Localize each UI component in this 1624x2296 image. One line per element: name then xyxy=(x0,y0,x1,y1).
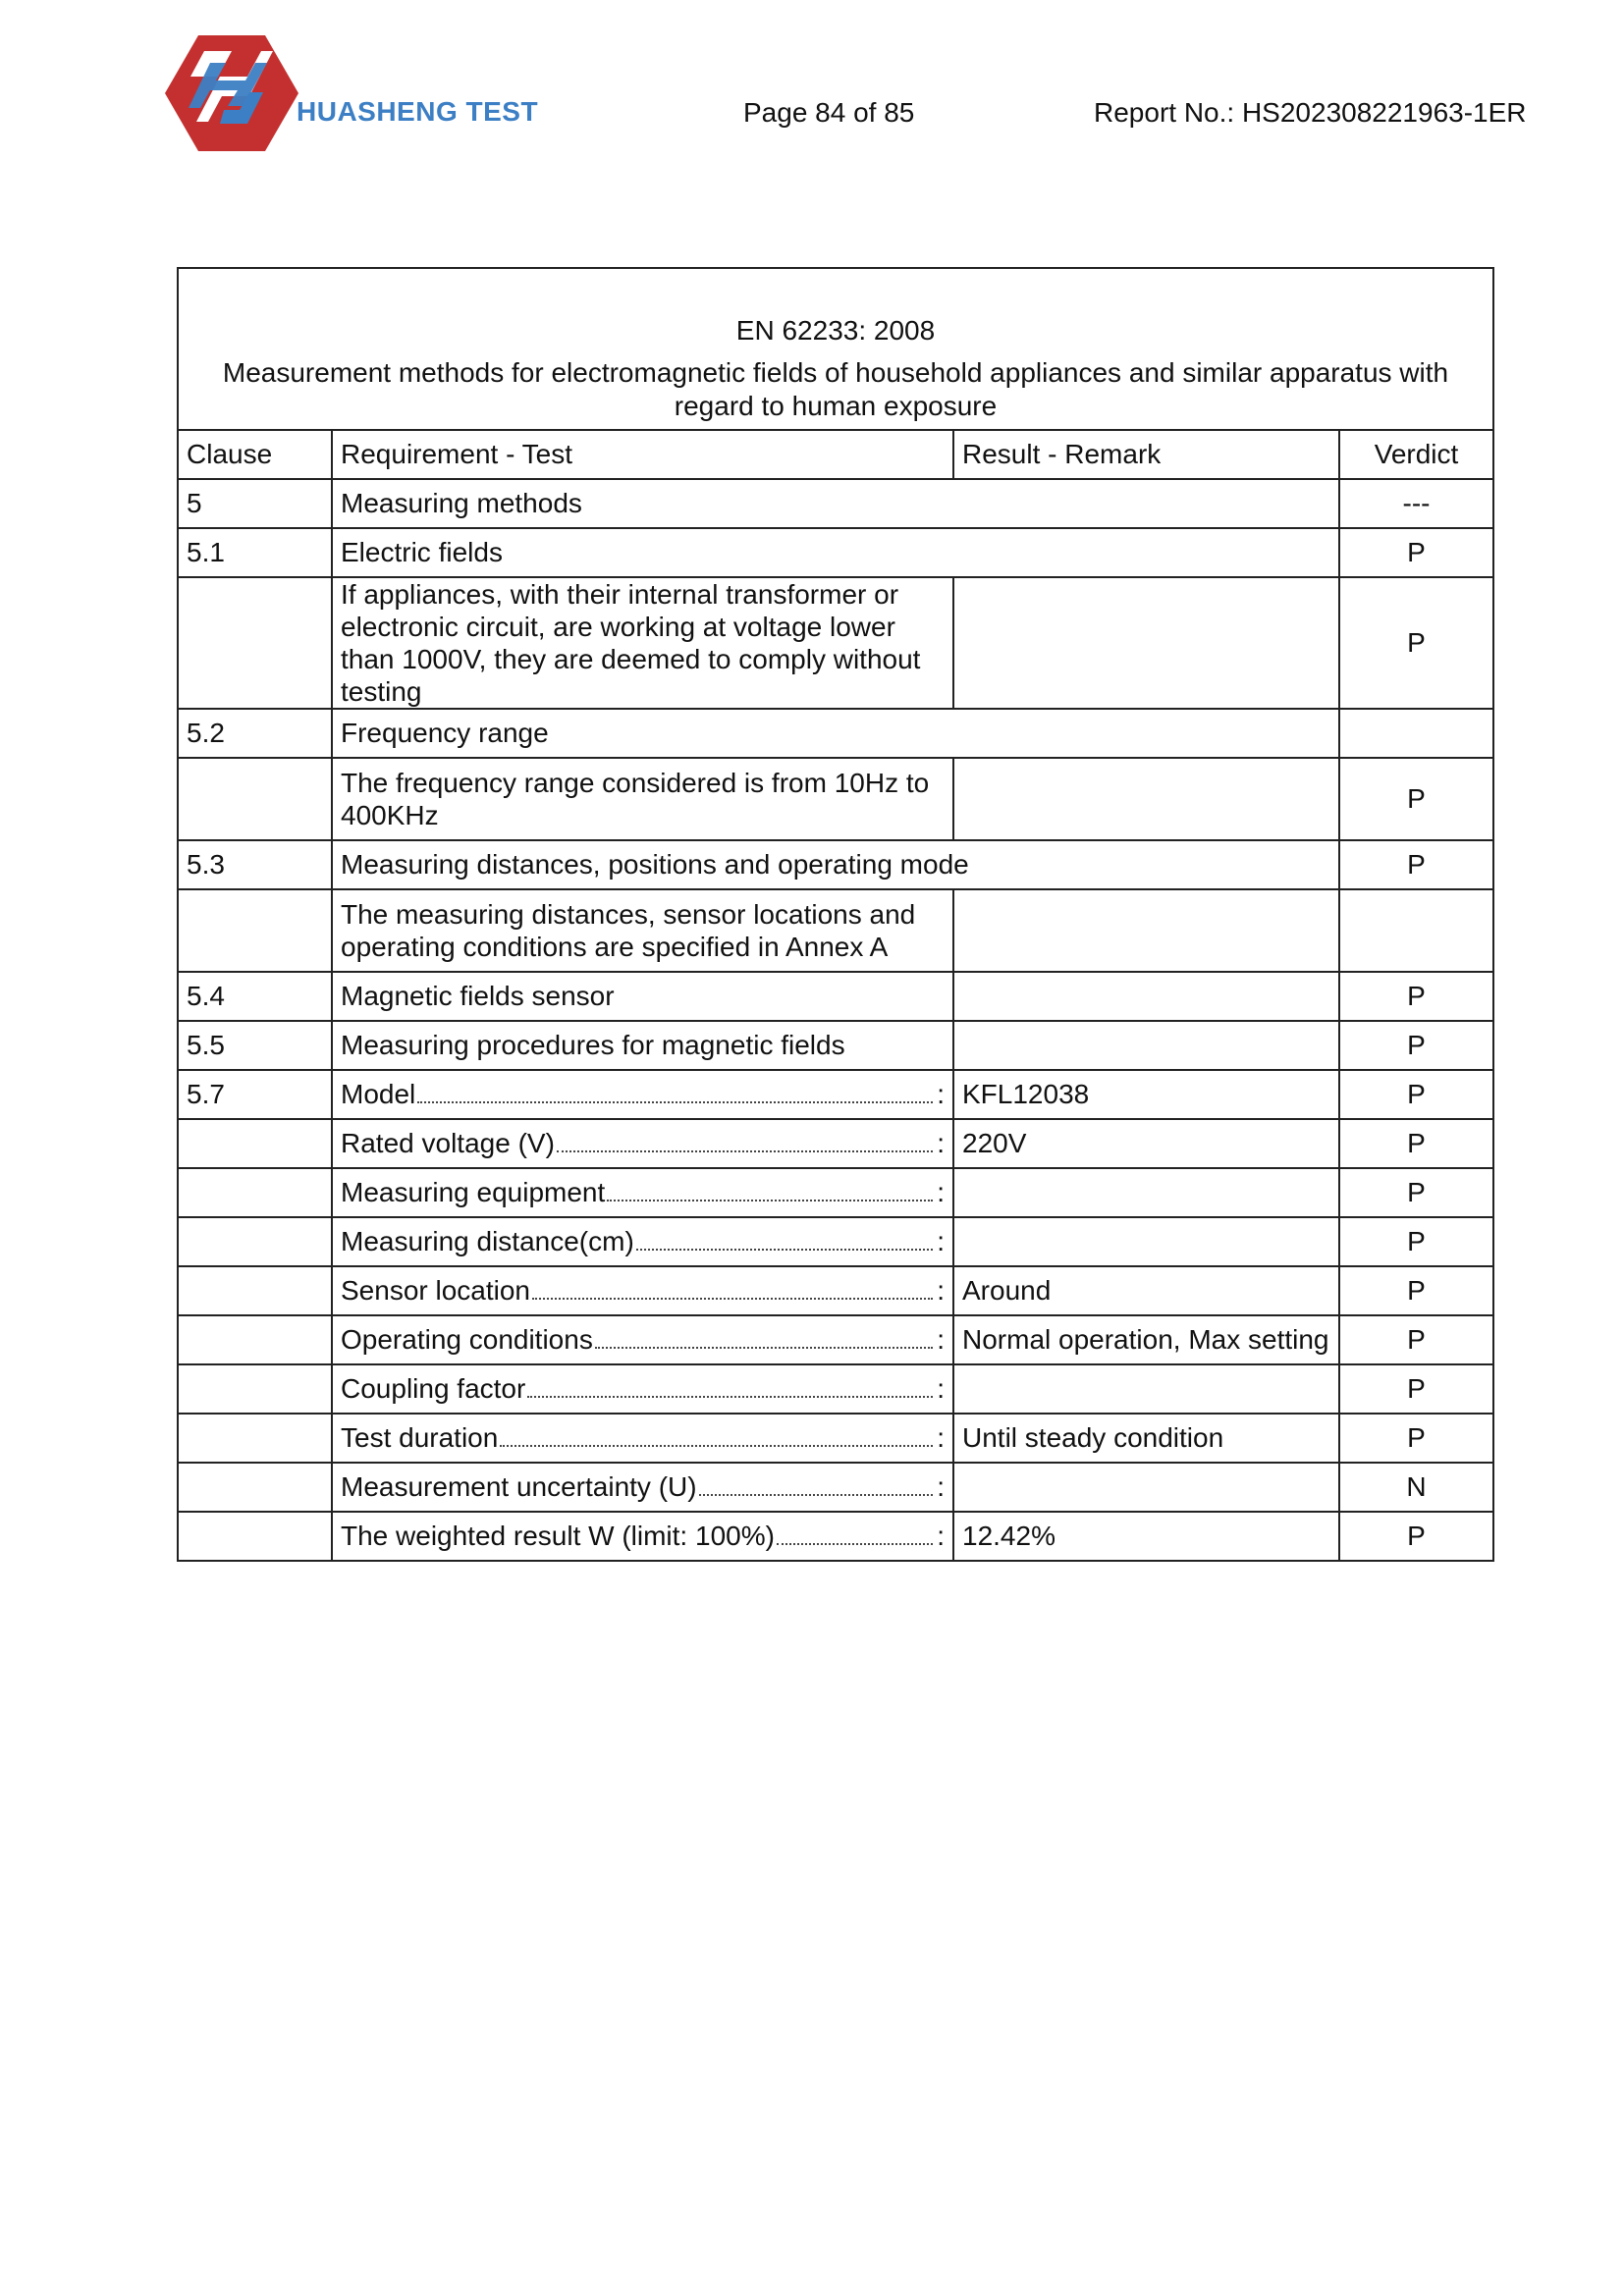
table-row xyxy=(178,709,1493,758)
table-row xyxy=(178,528,1493,577)
colon: : xyxy=(937,1373,945,1404)
requirement-cell: The measuring distances, sensor locations and operating conditions are specified in Annex A xyxy=(332,889,953,972)
verdict-cell: P xyxy=(1339,1119,1493,1168)
requirement-cell: Frequency range xyxy=(332,709,1339,758)
clause-cell xyxy=(178,577,332,709)
result-cell: 12.42% xyxy=(953,1512,1339,1561)
table-row xyxy=(178,1119,1493,1168)
verdict-cell: --- xyxy=(1339,479,1493,528)
verdict-cell: P xyxy=(1339,1364,1493,1414)
verdict-cell: P xyxy=(1339,528,1493,577)
result-cell xyxy=(953,889,1339,972)
requirement-label: Measurement uncertainty (U) xyxy=(341,1471,697,1502)
table-row xyxy=(178,1414,1493,1463)
verdict-cell: P xyxy=(1339,1315,1493,1364)
verdict-cell: P xyxy=(1339,758,1493,840)
table-row xyxy=(178,758,1493,840)
table-row xyxy=(178,1070,1493,1119)
requirement-cell xyxy=(332,1315,953,1364)
colon: : xyxy=(937,1324,945,1355)
column-header-row xyxy=(178,430,1493,479)
col-verdict: Verdict xyxy=(1339,430,1493,479)
verdict-cell: P xyxy=(1339,840,1493,889)
verdict-cell: P xyxy=(1339,1512,1493,1561)
colon: : xyxy=(937,1275,945,1306)
requirement-cell xyxy=(332,1266,953,1315)
requirement-cell: If appliances, with their internal transformer or electronic circuit, are working at voltage lower than 1000V, they are deemed to comply without testing xyxy=(332,577,953,709)
verdict-cell: P xyxy=(1339,577,1493,709)
table-row xyxy=(178,1463,1493,1512)
table-row xyxy=(178,1512,1493,1561)
verdict-cell: P xyxy=(1339,1217,1493,1266)
verdict-cell xyxy=(1339,709,1493,758)
requirement-cell xyxy=(332,1414,953,1463)
requirement-cell xyxy=(332,1463,953,1512)
result-cell: Normal operation, Max setting xyxy=(953,1315,1339,1364)
requirement-label: Model xyxy=(341,1079,416,1109)
table-row xyxy=(178,1364,1493,1414)
colon: : xyxy=(937,1128,945,1158)
table-row xyxy=(178,577,1493,709)
requirement-cell xyxy=(332,1364,953,1414)
clause-cell: 5 xyxy=(178,479,332,528)
requirement-cell xyxy=(332,1512,953,1561)
requirement-cell: The frequency range considered is from 10Hz to 400KHz xyxy=(332,758,953,840)
verdict-cell: P xyxy=(1339,1168,1493,1217)
result-cell xyxy=(953,758,1339,840)
clause-cell xyxy=(178,1364,332,1414)
clause-cell xyxy=(178,1414,332,1463)
result-cell: 220V xyxy=(953,1119,1339,1168)
requirement-cell: Measuring procedures for magnetic fields xyxy=(332,1021,953,1070)
colon: : xyxy=(937,1177,945,1207)
table-row xyxy=(178,1217,1493,1266)
clause-cell xyxy=(178,1119,332,1168)
requirement-label: Test duration xyxy=(341,1422,499,1453)
table-title xyxy=(178,268,1493,430)
requirement-label: Rated voltage (V) xyxy=(341,1128,555,1158)
table-row xyxy=(178,889,1493,972)
page-header xyxy=(0,0,1624,157)
col-clause: Clause xyxy=(178,430,332,479)
result-cell xyxy=(953,577,1339,709)
result-cell: KFL12038 xyxy=(953,1070,1339,1119)
huasheng-logo-icon xyxy=(165,35,298,151)
verdict-cell: N xyxy=(1339,1463,1493,1512)
clause-cell: 5.5 xyxy=(178,1021,332,1070)
colon: : xyxy=(937,1422,945,1453)
clause-cell: 5.4 xyxy=(178,972,332,1021)
requirement-cell xyxy=(332,1217,953,1266)
clause-cell: 5.7 xyxy=(178,1070,332,1119)
result-cell xyxy=(953,1021,1339,1070)
col-requirement: Requirement - Test xyxy=(332,430,953,479)
requirement-cell: Measuring distances, positions and operating mode xyxy=(332,840,1339,889)
col-result: Result - Remark xyxy=(953,430,1339,479)
requirement-cell: Magnetic fields sensor xyxy=(332,972,953,1021)
result-cell xyxy=(953,1217,1339,1266)
brand-name: HUASHENG TEST xyxy=(297,96,539,127)
result-cell: Until steady condition xyxy=(953,1414,1339,1463)
clause-cell: 5.3 xyxy=(178,840,332,889)
colon: : xyxy=(937,1521,945,1551)
result-cell xyxy=(953,972,1339,1021)
requirement-label: Operating conditions xyxy=(341,1324,593,1355)
test-report-table xyxy=(177,267,1492,1562)
table-row xyxy=(178,1168,1493,1217)
result-cell: Around xyxy=(953,1266,1339,1315)
verdict-cell: P xyxy=(1339,1021,1493,1070)
requirement-label: Measuring equipment xyxy=(341,1177,606,1207)
clause-cell: 5.2 xyxy=(178,709,332,758)
result-cell xyxy=(953,1463,1339,1512)
table-row xyxy=(178,479,1493,528)
result-cell xyxy=(953,1364,1339,1414)
page-number: Page 84 of 85 xyxy=(743,97,915,128)
clause-cell xyxy=(178,1463,332,1512)
colon: : xyxy=(937,1079,945,1109)
standard-title: Measurement methods for electromagnetic fields of household appliances and similar apparatus with regard to human exposure xyxy=(222,357,1449,421)
clause-cell xyxy=(178,1266,332,1315)
verdict-cell: P xyxy=(1339,1414,1493,1463)
clause-cell xyxy=(178,1315,332,1364)
clause-cell: 5.1 xyxy=(178,528,332,577)
clause-cell xyxy=(178,889,332,972)
table-row xyxy=(178,840,1493,889)
report-number: Report No.: HS202308221963-1ER xyxy=(1094,97,1527,128)
clause-cell xyxy=(178,1217,332,1266)
requirement-cell: Measuring methods xyxy=(332,479,1339,528)
table-row xyxy=(178,972,1493,1021)
colon: : xyxy=(937,1471,945,1502)
table-row xyxy=(178,1315,1493,1364)
requirement-cell xyxy=(332,1168,953,1217)
requirement-cell xyxy=(332,1119,953,1168)
colon: : xyxy=(937,1226,945,1256)
table-row xyxy=(178,1021,1493,1070)
requirement-label: The weighted result W (limit: 100%) xyxy=(341,1521,775,1551)
result-cell xyxy=(953,1168,1339,1217)
requirement-cell: Electric fields xyxy=(332,528,1339,577)
requirement-label: Sensor location xyxy=(341,1275,531,1306)
requirement-label: Measuring distance(cm) xyxy=(341,1226,634,1256)
requirement-label: Coupling factor xyxy=(341,1373,526,1404)
requirement-cell xyxy=(332,1070,953,1119)
verdict-cell: P xyxy=(1339,1266,1493,1315)
clause-cell xyxy=(178,1512,332,1561)
verdict-cell: P xyxy=(1339,1070,1493,1119)
clause-cell xyxy=(178,1168,332,1217)
table-row xyxy=(178,1266,1493,1315)
standard-number: EN 62233: 2008 xyxy=(735,315,936,346)
verdict-cell xyxy=(1339,889,1493,972)
clause-cell xyxy=(178,758,332,840)
verdict-cell: P xyxy=(1339,972,1493,1021)
